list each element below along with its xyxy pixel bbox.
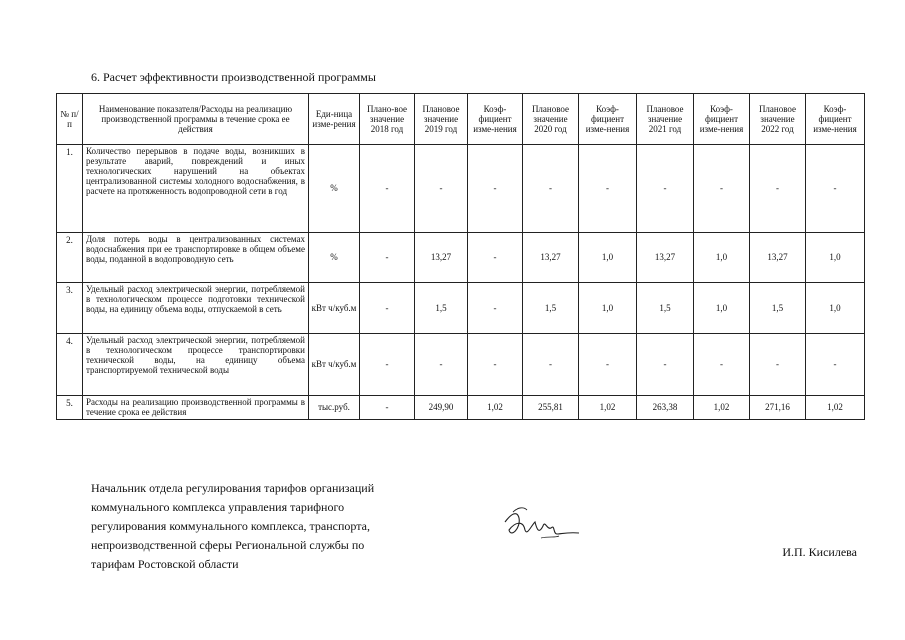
row-value: - xyxy=(750,145,806,233)
row-value: - xyxy=(579,334,637,396)
header-coef-2020: Коэф-фициент изме-нения xyxy=(579,94,637,145)
row-value: 1,5 xyxy=(750,283,806,334)
table-row xyxy=(57,396,865,420)
row-name: Количество перерывов в подаче воды, возникших в результате аварий, повреждений и иных технологических нарушений на объектах централизованной системы холодного водоснабжения, в расчете на протяженность водопроводной сети в год xyxy=(83,145,309,233)
header-plan-2022: Плановое значение 2022 год xyxy=(750,94,806,145)
row-value: 1,0 xyxy=(694,283,750,334)
table-row xyxy=(57,334,865,396)
row-value: 263,38 xyxy=(637,396,694,420)
row-value: - xyxy=(360,334,415,396)
row-value: 1,0 xyxy=(579,283,637,334)
signatory-position xyxy=(91,479,421,574)
row-unit: тыс.руб. xyxy=(309,396,360,420)
row-value: 13,27 xyxy=(523,233,579,283)
row-value: 1,5 xyxy=(637,283,694,334)
row-value: - xyxy=(523,334,579,396)
row-value: - xyxy=(694,334,750,396)
header-plan-2018: Плано-вое значение 2018 год xyxy=(360,94,415,145)
row-value: - xyxy=(694,145,750,233)
row-value: 1,02 xyxy=(468,396,523,420)
row-value: - xyxy=(468,145,523,233)
row-value: - xyxy=(360,145,415,233)
header-plan-2020: Плановое значение 2020 год xyxy=(523,94,579,145)
header-num: № п/п xyxy=(57,94,83,145)
table-row xyxy=(57,145,865,233)
row-value: 1,02 xyxy=(694,396,750,420)
header-coef-2022: Коэф-фициент изме-нения xyxy=(806,94,865,145)
row-value: - xyxy=(637,334,694,396)
row-value: - xyxy=(360,283,415,334)
row-num: 5. xyxy=(57,396,83,420)
position-line: Начальник отдела регулирования тарифов организаций xyxy=(91,481,375,495)
row-value: 249,90 xyxy=(415,396,468,420)
row-unit: кВт ч/куб.м xyxy=(309,283,360,334)
table-row xyxy=(57,233,865,283)
header-plan-2019: Плановое значение 2019 год xyxy=(415,94,468,145)
header-name: Наименование показателя/Расходы на реализацию производственной программы в течение срока ее действия xyxy=(83,94,309,145)
row-name: Расходы на реализацию производственной программы в течение срока ее действия xyxy=(83,396,309,420)
header-coef-2021: Коэф-фициент изме-нения xyxy=(694,94,750,145)
row-value: 1,02 xyxy=(579,396,637,420)
row-value: - xyxy=(468,334,523,396)
row-value: - xyxy=(468,233,523,283)
row-num: 2. xyxy=(57,233,83,283)
row-num: 3. xyxy=(57,283,83,334)
row-value: - xyxy=(360,396,415,420)
row-name: Удельный расход электрической энергии, потребляемой в технологическом процессе подготовки технической воды, на единицу объема воды, отпускаемой в сеть xyxy=(83,283,309,334)
row-value: 1,0 xyxy=(806,233,865,283)
header-coef-2019: Коэф-фициент изме-нения xyxy=(468,94,523,145)
position-line: непроизводственной сферы Региональной службы по xyxy=(91,538,365,552)
row-value: - xyxy=(806,145,865,233)
row-unit: кВт ч/куб.м xyxy=(309,334,360,396)
row-value: - xyxy=(360,233,415,283)
row-name: Удельный расход электрической энергии, потребляемой в технологическом процессе транспортировки технической воды, на единицу объема транспортируемой технической воды xyxy=(83,334,309,396)
position-line: тарифам Ростовской области xyxy=(91,557,239,571)
row-value: - xyxy=(468,283,523,334)
position-line: регулирования коммунального комплекса, транспорта, xyxy=(91,519,370,533)
row-value: 13,27 xyxy=(637,233,694,283)
row-value: - xyxy=(415,145,468,233)
row-unit: % xyxy=(309,145,360,233)
row-value: - xyxy=(523,145,579,233)
row-value: 13,27 xyxy=(415,233,468,283)
handwritten-signature xyxy=(497,500,587,550)
row-value: 1,0 xyxy=(579,233,637,283)
row-value: 255,81 xyxy=(523,396,579,420)
row-num: 4. xyxy=(57,334,83,396)
row-value: 271,16 xyxy=(750,396,806,420)
row-value: 1,0 xyxy=(806,283,865,334)
row-value: 1,5 xyxy=(415,283,468,334)
table-row xyxy=(57,283,865,334)
position-line: коммунального комплекса управления тарифного xyxy=(91,500,345,514)
signer-name: И.П. Кисилева xyxy=(782,545,857,559)
row-value: - xyxy=(415,334,468,396)
row-value: 13,27 xyxy=(750,233,806,283)
row-unit: % xyxy=(309,233,360,283)
header-plan-2021: Плановое значение 2021 год xyxy=(637,94,694,145)
row-value: 1,5 xyxy=(523,283,579,334)
row-value: - xyxy=(750,334,806,396)
row-num: 1. xyxy=(57,145,83,233)
row-value: 1,0 xyxy=(694,233,750,283)
row-value: - xyxy=(637,145,694,233)
row-value: - xyxy=(806,334,865,396)
header-unit: Еди-ница изме-рения xyxy=(309,94,360,145)
row-name: Доля потерь воды в централизованных системах водоснабжения при ее транспортировке в общем объеме воды, поданной в водопроводную сеть xyxy=(83,233,309,283)
section-title: 6. Расчет эффективности производственной программы xyxy=(91,70,376,84)
table-header-row xyxy=(57,94,865,145)
row-value: - xyxy=(579,145,637,233)
efficiency-table xyxy=(56,93,865,420)
row-value: 1,02 xyxy=(806,396,865,420)
